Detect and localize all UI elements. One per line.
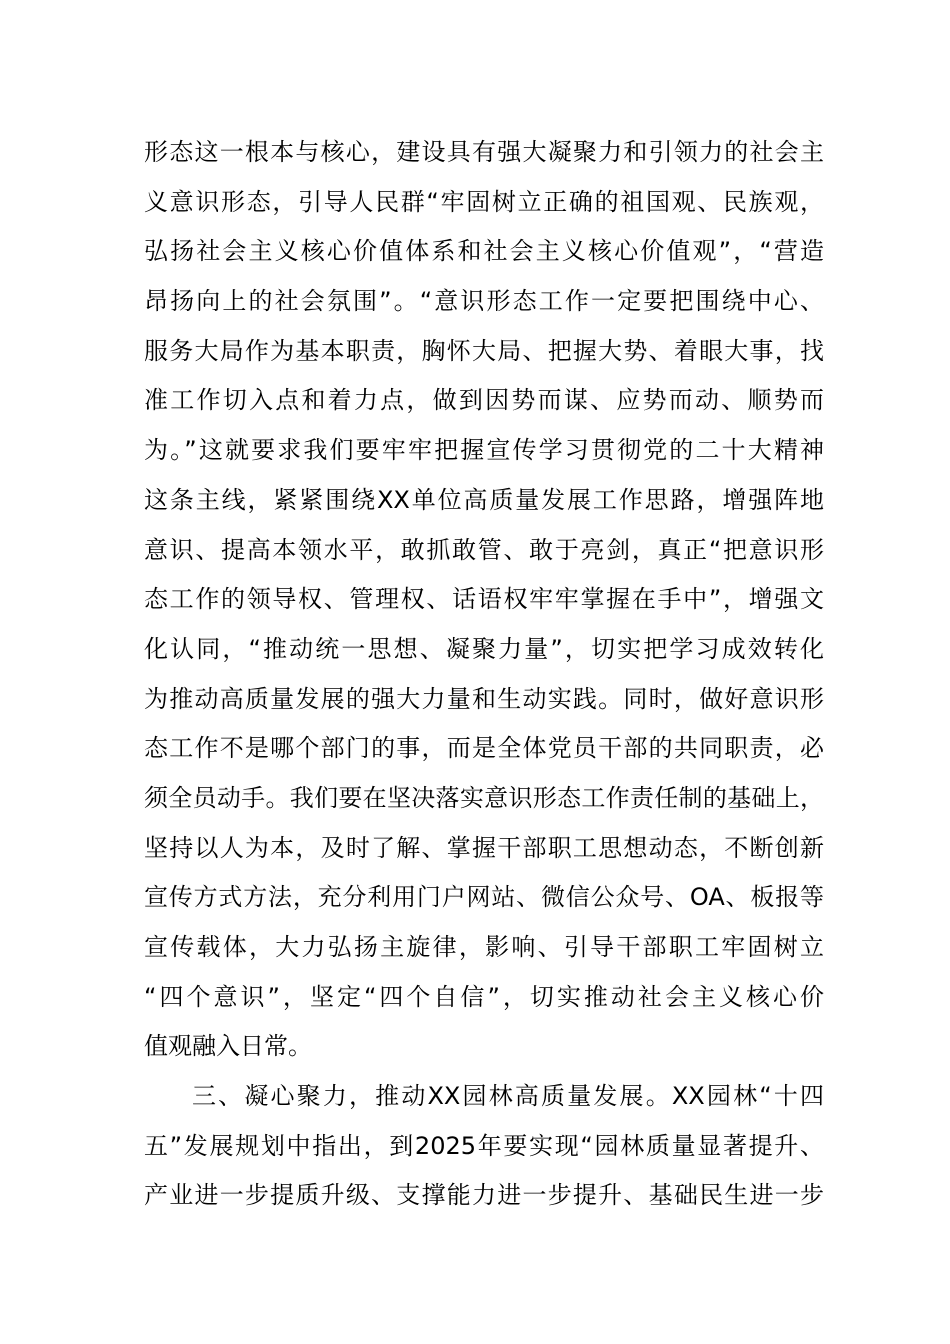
body-text [144,128,824,1221]
text-line: 态工作不是哪个部门的事，而是全体党员干部的共同职责，必 [144,734,824,763]
text-line: 昂扬向上的社会氛围”。“意识形态工作一定要把围绕中心、 [144,287,824,316]
text-line: 准工作切入点和着力点，做到因势而谋、应势而动、顺势而 [144,386,824,415]
text-line: 宣传载体，大力弘扬主旋律，影响、引导干部职工牢固树立 [144,933,824,961]
text-line: 弘扬社会主义核心价值体系和社会主义核心价值观”，“营造 [144,237,824,266]
text-line: 形态这一根本与核心，建设具有强大凝聚力和引领力的社会主 [144,138,824,166]
text-line: 坚持以人为本，及时了解、掌握干部职工思想动态，不断创新 [144,833,824,862]
text-line: 为。”这就要求我们要牢牢把握宣传学习贯彻党的二十大精神 [144,436,824,465]
text-line: 意识、提高本领水平，敢抓敢管、敢于亮剑，真正“把意识形 [144,535,824,564]
text-line: 宣传方式方法，充分利用门户网站、微信公众号、OA、板报等 [144,883,824,912]
text-line: 化认同，“推动统一思想、凝聚力量”，切实把学习成效转化 [144,634,824,663]
text-line: 值观融入日常。 [144,1032,312,1061]
text-line: 须全员动手。我们要在坚决落实意识形态工作责任制的基础上， [144,783,824,812]
text-line: 态工作的领导权、管理权、话语权牢牢掌握在手中”，增强文 [144,585,824,614]
text-line: 产业进一步提质升级、支撑能力进一步提升、基础民生进一步 [144,1181,824,1210]
text-line: 为推动高质量发展的强大力量和生动实践。同时，做好意识形 [144,684,824,713]
text-line: 这条主线，紧紧围绕XX单位高质量发展工作思路，增强阵地 [144,485,824,514]
text-line: 服务大局作为基本职责，胸怀大局、把握大势、着眼大事，找 [144,336,824,365]
text-line: 义意识形态，引导人民群“牢固树立正确的祖国观、民族观， [144,187,824,216]
text-line: 五”发展规划中指出，到2025年要实现“园林质量显著提升、 [144,1131,824,1160]
text-line: “四个意识”，坚定“四个自信”，切实推动社会主义核心价 [144,982,824,1011]
section-heading-line: 三、凝心聚力，推动XX园林高质量发展。XX园林“十四 [192,1082,824,1111]
